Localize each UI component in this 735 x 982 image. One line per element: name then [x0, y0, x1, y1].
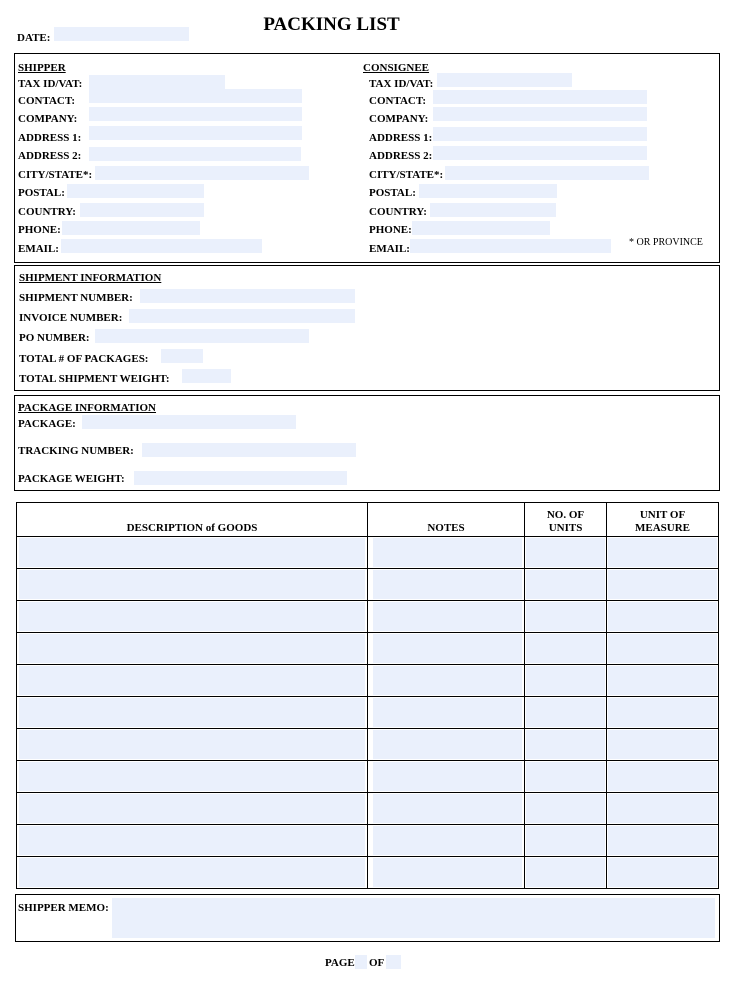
- shipper-heading: SHIPPER: [18, 62, 66, 74]
- units-cell: [525, 665, 607, 697]
- unit-measure-cell-field[interactable]: [608, 762, 717, 791]
- unit-measure-cell-field[interactable]: [608, 602, 717, 631]
- description-cell: [17, 601, 368, 633]
- units-cell-field[interactable]: [526, 602, 605, 631]
- description-cell: [17, 537, 368, 569]
- units-cell-field[interactable]: [526, 826, 605, 855]
- shipper-tax-field[interactable]: [89, 75, 225, 89]
- shipper-address2-field[interactable]: [89, 147, 301, 161]
- shipper-company-label: COMPANY:: [18, 113, 78, 125]
- consignee-address2-label: ADDRESS 2:: [369, 150, 433, 162]
- notes-cell-field[interactable]: [373, 602, 522, 631]
- units-cell-field[interactable]: [526, 634, 605, 663]
- unit-measure-cell-field[interactable]: [608, 794, 717, 823]
- description-cell: [17, 665, 368, 697]
- table-row: [17, 665, 719, 697]
- consignee-company-field[interactable]: [433, 107, 647, 121]
- total-weight-label: TOTAL SHIPMENT WEIGHT:: [19, 373, 170, 385]
- page-number-field[interactable]: [355, 955, 367, 969]
- tracking-number-field[interactable]: [142, 443, 356, 457]
- units-cell-field[interactable]: [526, 730, 605, 759]
- unit-measure-cell: [607, 697, 719, 729]
- notes-cell: [368, 665, 525, 697]
- shipper-postal-label: POSTAL:: [18, 187, 65, 199]
- units-cell: [525, 761, 607, 793]
- consignee-country-label: COUNTRY:: [369, 206, 427, 218]
- unit-measure-cell-field[interactable]: [608, 538, 717, 567]
- shipper-contact-field[interactable]: [89, 89, 302, 103]
- notes-cell: [368, 633, 525, 665]
- description-cell: [17, 729, 368, 761]
- notes-header: NOTES: [368, 503, 525, 537]
- unit-measure-cell: [607, 537, 719, 569]
- table-row: [17, 537, 719, 569]
- package-label: PACKAGE:: [18, 418, 76, 430]
- notes-cell: [368, 761, 525, 793]
- notes-cell: [368, 569, 525, 601]
- units-cell-field[interactable]: [526, 762, 605, 791]
- unit-measure-cell-field[interactable]: [608, 826, 717, 855]
- consignee-contact-label: CONTACT:: [369, 95, 427, 107]
- shipper-city-label: CITY/STATE*:: [18, 169, 93, 181]
- units-cell-field[interactable]: [526, 570, 605, 599]
- units-cell: [525, 857, 607, 889]
- unit-measure-cell: [607, 793, 719, 825]
- shipment-number-field[interactable]: [140, 289, 355, 303]
- shipper-address1-field[interactable]: [89, 126, 302, 140]
- page-title: PACKING LIST: [263, 14, 400, 35]
- consignee-address1-label: ADDRESS 1:: [369, 132, 433, 144]
- notes-cell: [368, 729, 525, 761]
- shipper-address2-label: ADDRESS 2:: [18, 150, 82, 162]
- table-row: [17, 825, 719, 857]
- shipper-company-field[interactable]: [89, 107, 302, 121]
- po-number-label: PO NUMBER:: [19, 332, 90, 344]
- consignee-phone-label: PHONE:: [369, 224, 412, 236]
- date-field[interactable]: [54, 27, 189, 41]
- goods-table: [16, 502, 719, 889]
- unit-measure-cell: [607, 633, 719, 665]
- unit-measure-cell: [607, 857, 719, 889]
- description-cell-field[interactable]: [19, 666, 365, 695]
- description-cell-field[interactable]: [19, 538, 365, 567]
- shipper-contact-label: CONTACT:: [18, 95, 76, 107]
- consignee-tax-field[interactable]: [437, 73, 572, 87]
- total-packages-field[interactable]: [161, 349, 203, 363]
- notes-cell-field[interactable]: [373, 698, 522, 727]
- consignee-company-label: COMPANY:: [369, 113, 429, 125]
- goods-table-header: [17, 503, 719, 537]
- unit-measure-cell-field[interactable]: [608, 730, 717, 759]
- unit-measure-cell: [607, 729, 719, 761]
- description-cell-field[interactable]: [19, 858, 365, 887]
- units-cell: [525, 793, 607, 825]
- shipper-email-label: EMAIL:: [18, 243, 59, 255]
- shipper-country-label: COUNTRY:: [18, 206, 76, 218]
- description-cell: [17, 825, 368, 857]
- table-row: [17, 601, 719, 633]
- package-field[interactable]: [82, 415, 296, 429]
- page-total-field[interactable]: [386, 955, 401, 969]
- table-row: [17, 633, 719, 665]
- description-cell-field[interactable]: [19, 826, 365, 855]
- description-cell-field[interactable]: [19, 794, 365, 823]
- units-cell: [525, 825, 607, 857]
- tracking-number-label: TRACKING NUMBER:: [18, 445, 134, 457]
- description-cell-field[interactable]: [19, 634, 365, 663]
- province-note: * OR PROVINCE: [629, 237, 703, 248]
- notes-cell: [368, 825, 525, 857]
- invoice-number-label: INVOICE NUMBER:: [19, 312, 123, 324]
- po-number-field[interactable]: [95, 329, 309, 343]
- description-cell-field[interactable]: [19, 730, 365, 759]
- unit-measure-cell-field[interactable]: [608, 570, 717, 599]
- description-header: DESCRIPTION of GOODS: [17, 503, 368, 537]
- unit-measure-header: UNIT OF MEASURE: [607, 503, 719, 537]
- notes-cell: [368, 857, 525, 889]
- table-row: [17, 857, 719, 889]
- notes-cell: [368, 537, 525, 569]
- unit-measure-cell-field[interactable]: [608, 666, 717, 695]
- notes-cell-field[interactable]: [373, 666, 522, 695]
- units-header: NO. OF UNITS: [525, 503, 607, 537]
- units-cell: [525, 729, 607, 761]
- package-weight-field[interactable]: [134, 471, 347, 485]
- consignee-postal-field[interactable]: [419, 184, 557, 198]
- total-packages-label: TOTAL # OF PACKAGES:: [19, 353, 149, 365]
- units-cell-field[interactable]: [526, 698, 605, 727]
- consignee-phone-field[interactable]: [412, 221, 550, 235]
- notes-cell-field[interactable]: [373, 794, 522, 823]
- shipper-email-field[interactable]: [61, 239, 262, 253]
- shipper-phone-label: PHONE:: [18, 224, 61, 236]
- description-cell-field[interactable]: [19, 762, 365, 791]
- description-cell-field[interactable]: [19, 698, 365, 727]
- consignee-email-field[interactable]: [410, 239, 611, 253]
- unit-measure-cell-field[interactable]: [608, 858, 717, 887]
- description-cell-field[interactable]: [19, 602, 365, 631]
- page-label: PAGE: [325, 957, 355, 969]
- units-cell: [525, 601, 607, 633]
- table-row: [17, 761, 719, 793]
- units-cell: [525, 697, 607, 729]
- units-cell-field[interactable]: [526, 858, 605, 887]
- description-cell: [17, 761, 368, 793]
- notes-cell-field[interactable]: [373, 858, 522, 887]
- shipper-country-field[interactable]: [80, 203, 204, 217]
- consignee-country-field[interactable]: [430, 203, 556, 217]
- units-cell-field[interactable]: [526, 666, 605, 695]
- shipper-city-field[interactable]: [95, 166, 309, 180]
- consignee-tax-label: TAX ID/VAT:: [369, 78, 434, 90]
- consignee-email-label: EMAIL:: [369, 243, 410, 255]
- description-cell: [17, 697, 368, 729]
- table-row: [17, 793, 719, 825]
- consignee-postal-label: POSTAL:: [369, 187, 416, 199]
- notes-cell-field[interactable]: [373, 826, 522, 855]
- units-cell: [525, 569, 607, 601]
- notes-cell-field[interactable]: [373, 538, 522, 567]
- package-weight-label: PACKAGE WEIGHT:: [18, 473, 125, 485]
- shipment-number-label: SHIPMENT NUMBER:: [19, 292, 133, 304]
- units-cell-field[interactable]: [526, 794, 605, 823]
- unit-measure-cell: [607, 825, 719, 857]
- shipment-heading: SHIPMENT INFORMATION: [19, 272, 162, 284]
- shipper-postal-field[interactable]: [67, 184, 204, 198]
- consignee-contact-field[interactable]: [433, 90, 647, 104]
- description-cell: [17, 793, 368, 825]
- invoice-number-field[interactable]: [129, 309, 355, 323]
- table-row: [17, 729, 719, 761]
- package-heading: PACKAGE INFORMATION: [18, 402, 157, 414]
- consignee-heading: CONSIGNEE: [363, 62, 430, 74]
- units-cell: [525, 537, 607, 569]
- unit-measure-cell: [607, 665, 719, 697]
- consignee-address1-field[interactable]: [433, 127, 647, 141]
- shipper-address1-label: ADDRESS 1:: [18, 132, 82, 144]
- table-row: [17, 697, 719, 729]
- notes-cell-field[interactable]: [373, 730, 522, 759]
- notes-cell: [368, 697, 525, 729]
- memo-field[interactable]: [112, 898, 715, 938]
- table-row: [17, 569, 719, 601]
- unit-measure-cell: [607, 761, 719, 793]
- description-cell: [17, 857, 368, 889]
- date-label: DATE:: [17, 32, 51, 44]
- goods-table-body: [17, 537, 719, 889]
- unit-measure-cell-field[interactable]: [608, 634, 717, 663]
- description-cell: [17, 569, 368, 601]
- unit-measure-cell: [607, 601, 719, 633]
- notes-cell: [368, 793, 525, 825]
- notes-cell-field[interactable]: [373, 634, 522, 663]
- total-weight-field[interactable]: [182, 369, 231, 383]
- consignee-address2-field[interactable]: [433, 146, 647, 160]
- memo-label: SHIPPER MEMO:: [18, 902, 109, 914]
- shipper-phone-field[interactable]: [62, 221, 200, 235]
- units-cell: [525, 633, 607, 665]
- consignee-city-field[interactable]: [445, 166, 649, 180]
- consignee-city-label: CITY/STATE*:: [369, 169, 444, 181]
- shipper-tax-label: TAX ID/VAT:: [18, 78, 83, 90]
- notes-cell: [368, 601, 525, 633]
- notes-cell-field[interactable]: [373, 570, 522, 599]
- description-cell: [17, 633, 368, 665]
- unit-measure-cell-field[interactable]: [608, 698, 717, 727]
- description-cell-field[interactable]: [19, 570, 365, 599]
- of-label: OF: [369, 957, 385, 969]
- unit-measure-cell: [607, 569, 719, 601]
- units-cell-field[interactable]: [526, 538, 605, 567]
- notes-cell-field[interactable]: [373, 762, 522, 791]
